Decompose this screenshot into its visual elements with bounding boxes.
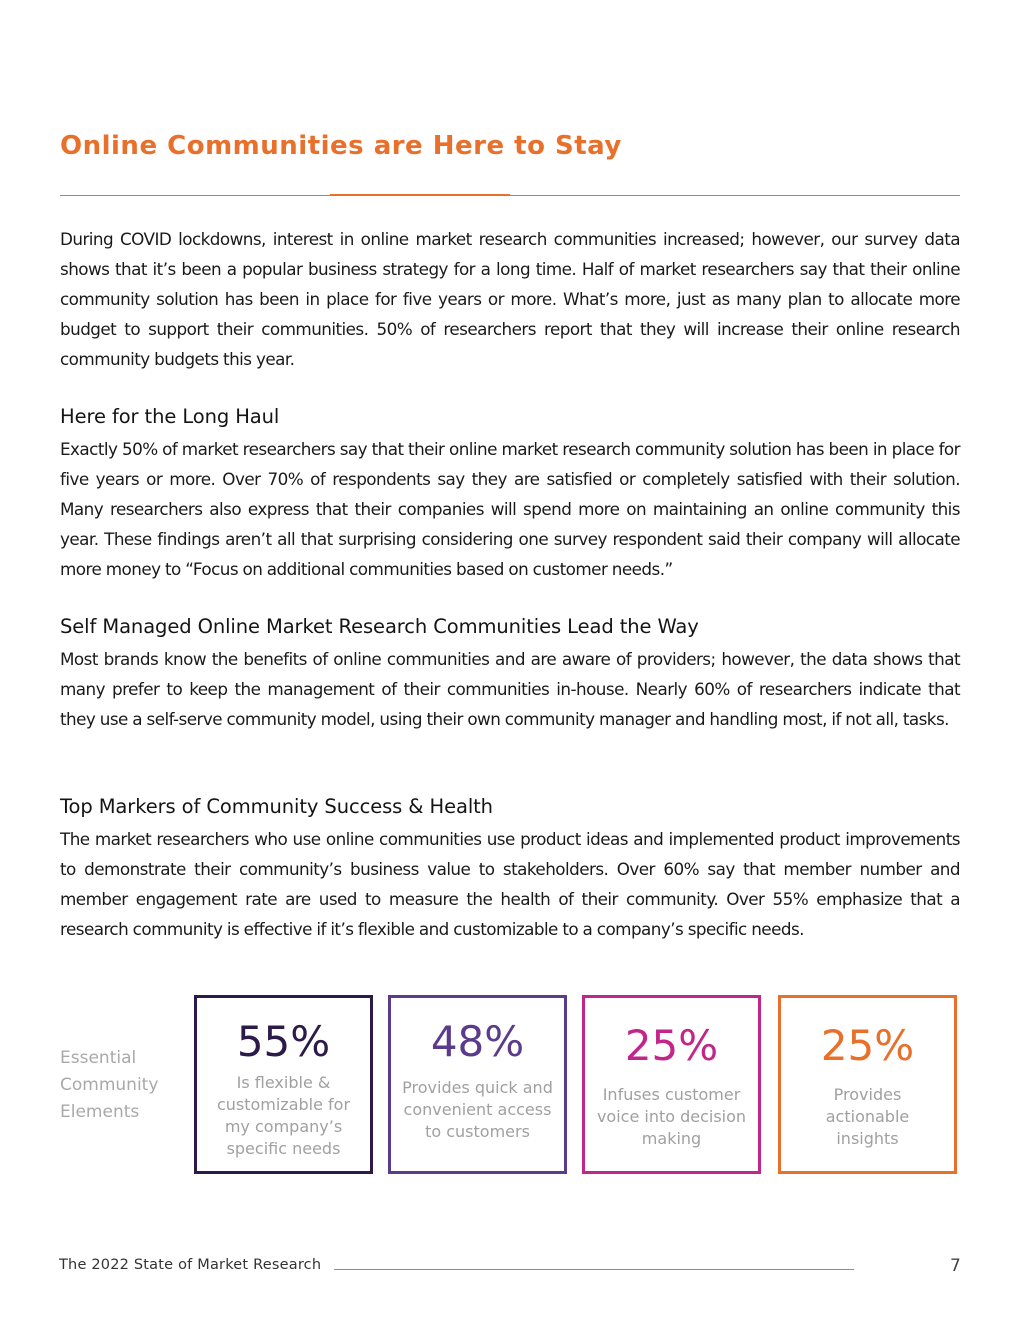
page-title: Online Communities are Here to Stay bbox=[60, 131, 622, 161]
stat-value: 25% bbox=[624, 1021, 719, 1070]
section-body-self-managed: Most brands know the benefits of online communities and are aware of providers; however, the data shows that many prefer to keep the management of their communities in-house. Nearly 60% of researchers indicate that they use a self-serve community model, using their own community manager and handling most, if not all, tasks. bbox=[60, 649, 960, 729]
stat-card-flexible bbox=[194, 995, 373, 1174]
stat-description: Is flexible & customizable for my company’s specific needs bbox=[216, 1073, 351, 1158]
stat-description: Provides actionable insights bbox=[825, 1085, 910, 1148]
stat-value: 48% bbox=[430, 1017, 525, 1066]
stat-description: Provides quick and convenient access to customers bbox=[402, 1078, 553, 1141]
stat-value: 55% bbox=[236, 1017, 331, 1066]
page-number: 7 bbox=[950, 1256, 961, 1276]
title-divider bbox=[60, 195, 960, 196]
section-heading-top-markers: Top Markers of Community Success & Health bbox=[60, 795, 493, 818]
title-divider-accent bbox=[330, 194, 510, 196]
section-heading-self-managed: Self Managed Online Market Research Communities Lead the Way bbox=[60, 615, 699, 638]
stat-card-quick-access bbox=[388, 995, 567, 1174]
stat-card-actionable-insights bbox=[778, 995, 957, 1174]
section-body-long-haul: Exactly 50% of market researchers say that their online market research community solution has been in place for five years or more. Over 70% of respondents say they are satisfied or completely satisfied with their solution. Many researchers also express that their companies will spend more on maintaining an online community this year. These findings aren’t all that surprising considering one survey respondent said their company will allocate more money to “Focus on additional communities based on customer needs.” bbox=[60, 439, 960, 579]
section-body-top-markers: The market researchers who use online communities use product ideas and implemented product improvements to demonstrate their community’s business value to stakeholders. Over 60% say that member number and member engagement rate are used to measure the health of their community. Over 55% emphasize that a research community is effective if it’s flexible and customizable to a company’s specific needs. bbox=[60, 829, 960, 939]
intro-paragraph: During COVID lockdowns, interest in online market research communities increased; however, our survey data shows that it’s been a popular business strategy for a long time. Half of market researchers say that their online community solution has been in place for five years or more. What’s more, just as many plan to allocate more budget to support their communities. 50% of researchers report that they will increase their online research community budgets this year. bbox=[60, 229, 960, 369]
stat-description: Infuses customer voice into decision making bbox=[596, 1085, 747, 1148]
stat-value: 25% bbox=[820, 1021, 915, 1070]
section-heading-long-haul: Here for the Long Haul bbox=[60, 405, 280, 428]
footer-title: The 2022 State of Market Research bbox=[59, 1257, 322, 1273]
stat-card-customer-voice bbox=[582, 995, 761, 1174]
stats-label: Essential Community Elements bbox=[60, 1048, 159, 1122]
footer-divider bbox=[334, 1269, 854, 1270]
